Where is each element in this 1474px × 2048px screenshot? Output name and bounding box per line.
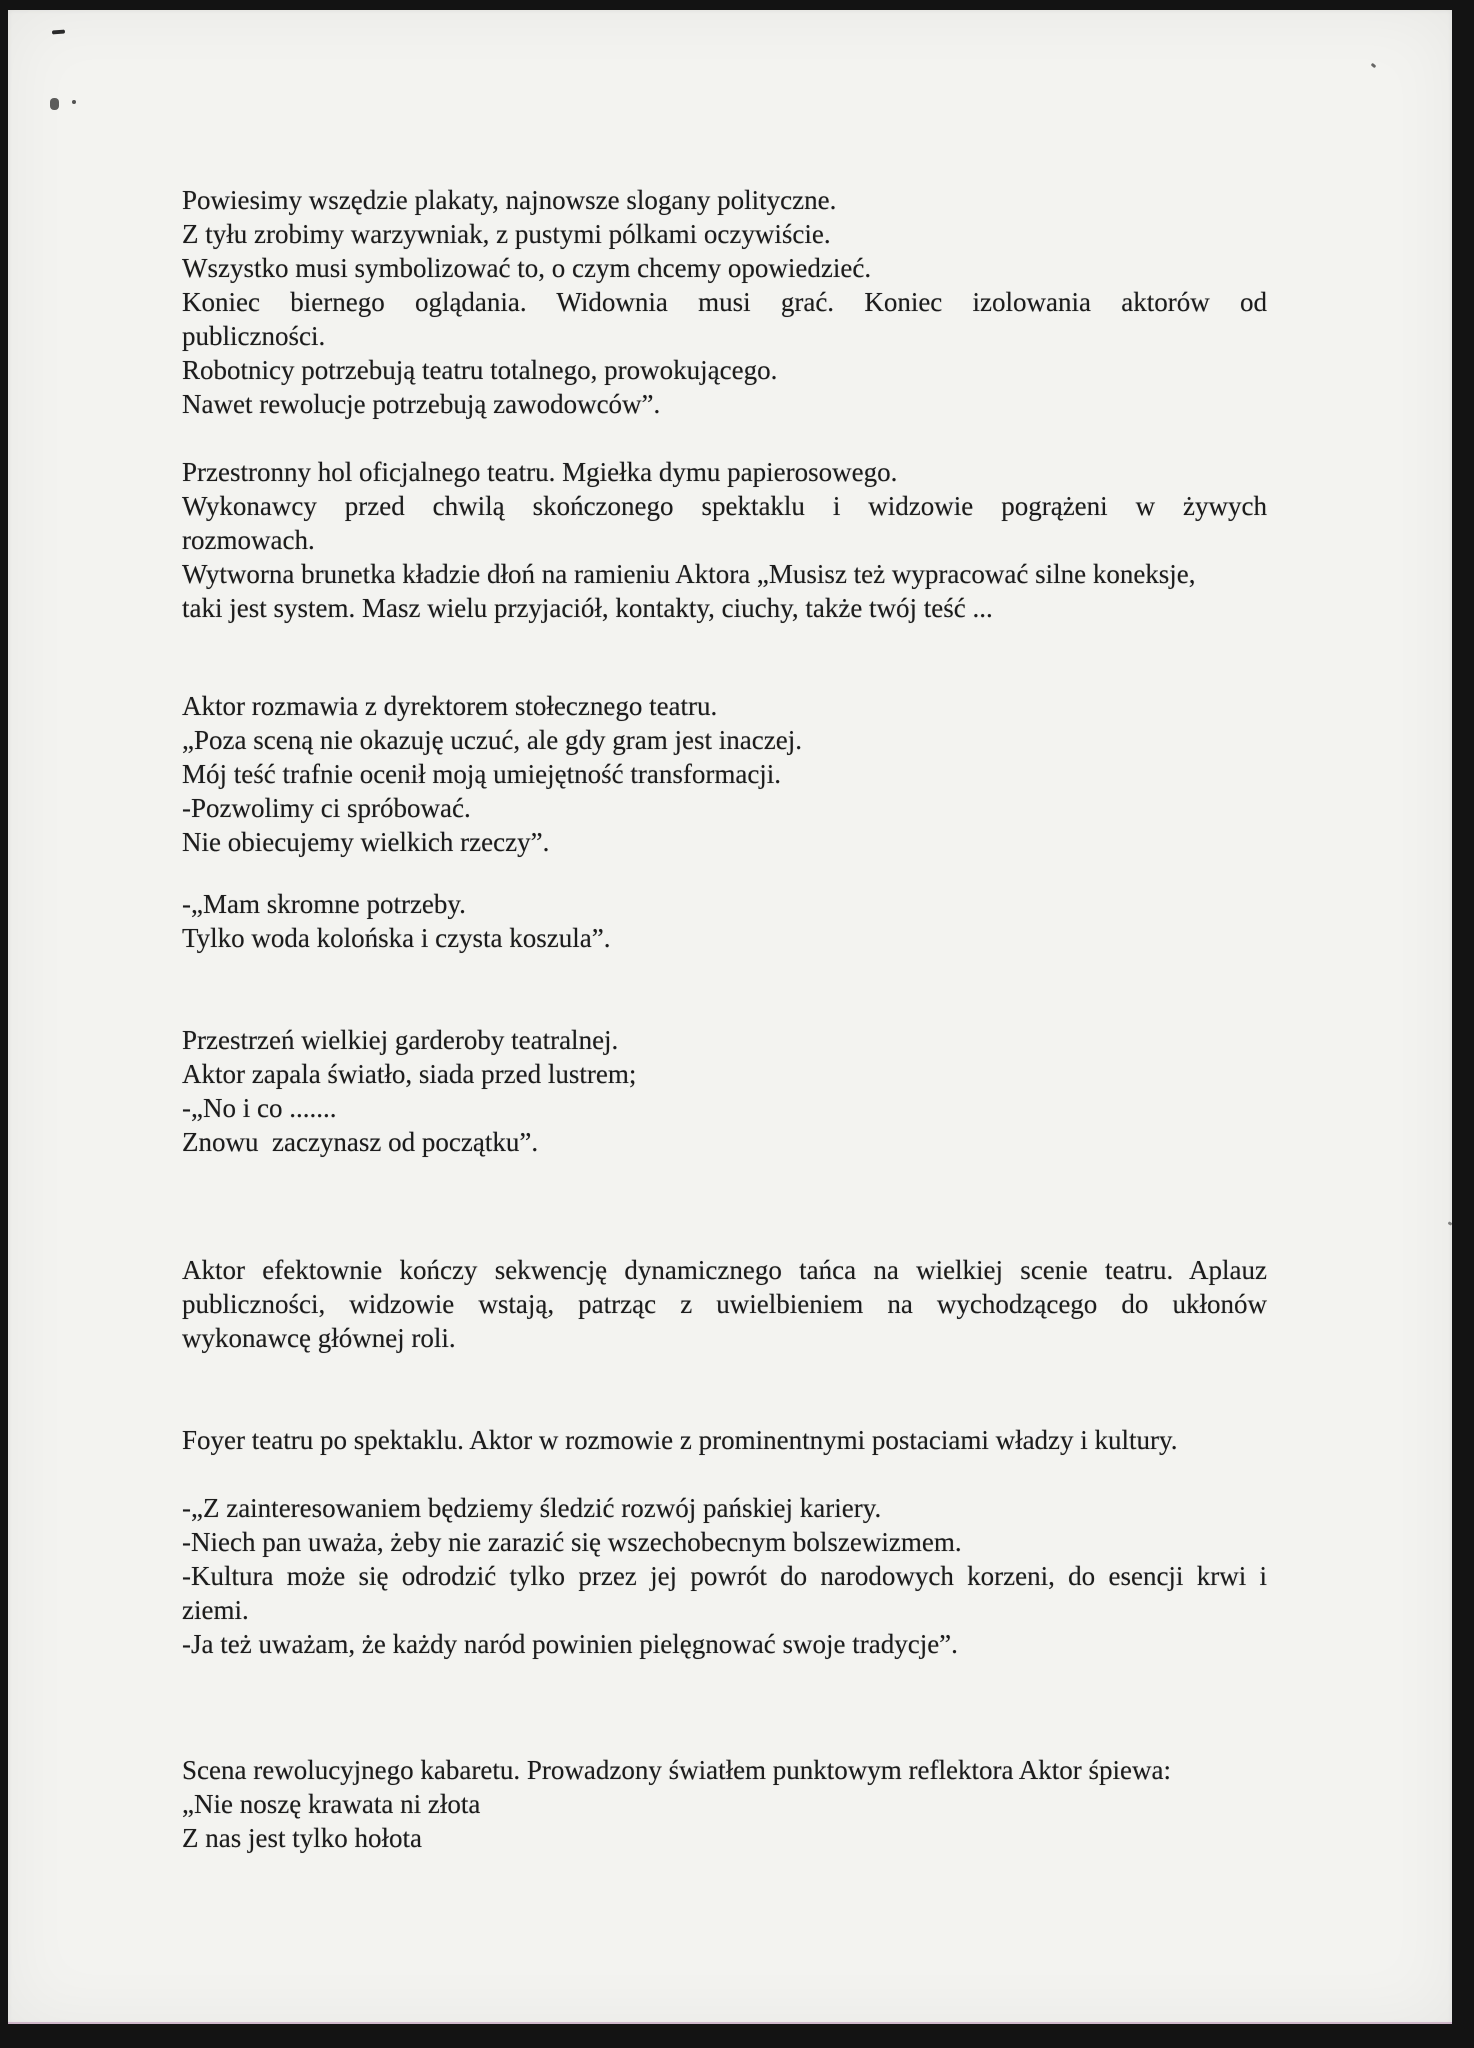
text-line: -„Z zainteresowaniem będziemy śledzić rozwój pańskiej kariery. bbox=[182, 1493, 882, 1523]
paragraph-3 bbox=[182, 689, 1267, 859]
text-line: -Kultura może się odrodzić tylko przez jej powrót do narodowych korzeni, do esencji krwi i bbox=[182, 1561, 1267, 1591]
text-line: Z nas jest tylko hołota bbox=[182, 1823, 422, 1853]
paragraph-5 bbox=[182, 1023, 1267, 1159]
text-line: Znowu zaczynasz od początku”. bbox=[182, 1127, 539, 1157]
text-line: Z tyłu zrobimy warzywniak, z pustymi pólkami oczywiście. bbox=[182, 219, 831, 249]
paragraph-8 bbox=[182, 1491, 1267, 1661]
text-line: „Nie noszę krawata ni złota bbox=[182, 1789, 481, 1819]
text-line: Scena rewolucyjnego kabaretu. Prowadzony światłem punktowym reflektora Aktor śpiewa: bbox=[182, 1755, 1171, 1785]
scan-artifact-dot bbox=[1371, 63, 1377, 69]
text-line: Aktor zapala światło, siada przed lustrem; bbox=[182, 1059, 637, 1089]
text-line: rozmowach. bbox=[182, 525, 315, 555]
scanned-paper-page bbox=[8, 10, 1452, 2024]
text-line: publiczności. bbox=[182, 321, 326, 351]
scan-artifact-dot bbox=[72, 100, 76, 104]
text-line: Nawet rewolucje potrzebują zawodowców”. bbox=[182, 389, 661, 419]
text-line: Przestrzeń wielkiej garderoby teatralnej. bbox=[182, 1025, 619, 1055]
text-line: wykonawcę głównej roli. bbox=[182, 1323, 456, 1353]
text-line: Mój teść trafnie ocenił moją umiejętność transformacji. bbox=[182, 759, 782, 789]
text-line: Nie obiecujemy wielkich rzeczy”. bbox=[182, 827, 550, 857]
text-line: Wytworna brunetka kładzie dłoń na ramieniu Aktora „Musisz też wypracować silne koneksje, bbox=[182, 559, 1196, 589]
paragraph-4 bbox=[182, 887, 1267, 955]
text-line: -„Mam skromne potrzeby. bbox=[182, 889, 466, 919]
paragraph-7 bbox=[182, 1423, 1267, 1457]
scan-artifact-dash bbox=[52, 30, 65, 35]
text-line: Aktor efektownie kończy sekwencję dynamicznego tańca na wielkiej scenie teatru. Aplauz bbox=[182, 1255, 1267, 1285]
text-line: ziemi. bbox=[182, 1595, 249, 1625]
text-line: Powiesimy wszędzie plakaty, najnowsze slogany polityczne. bbox=[182, 185, 837, 215]
text-line: Aktor rozmawia z dyrektorem stołecznego teatru. bbox=[182, 691, 718, 721]
text-line: taki jest system. Masz wielu przyjaciół, kontakty, ciuchy, także twój teść ... bbox=[182, 593, 993, 623]
paragraph-9 bbox=[182, 1753, 1267, 1855]
text-line: Foyer teatru po spektaklu. Aktor w rozmowie z prominentnymi postaciami władzy i kultury. bbox=[182, 1425, 1178, 1455]
text-line: -Pozwolimy ci spróbować. bbox=[182, 793, 471, 823]
text-line: Wykonawcy przed chwilą skończonego spektaklu i widzowie pogrążeni w żywych bbox=[182, 491, 1267, 521]
text-line: Przestronny hol oficjalnego teatru. Mgiełka dymu papierosowego. bbox=[182, 457, 898, 487]
text-line: -Ja też uważam, że każdy naród powinien pielęgnować swoje tradycje”. bbox=[182, 1629, 958, 1659]
text-line: -„No i co ....... bbox=[182, 1093, 337, 1123]
paragraph-6 bbox=[182, 1253, 1267, 1355]
text-line: Koniec biernego oglądania. Widownia musi grać. Koniec izolowania aktorów od bbox=[182, 287, 1267, 317]
document-text-block bbox=[182, 183, 1267, 1855]
paragraph-2 bbox=[182, 455, 1267, 625]
text-line: publiczności, widzowie wstają, patrząc z uwielbieniem na wychodzącego do ukłonów bbox=[182, 1289, 1267, 1319]
text-line: Tylko woda kolońska i czysta koszula”. bbox=[182, 923, 611, 953]
paragraph-1 bbox=[182, 183, 1267, 421]
scan-artifact-dot bbox=[1448, 1221, 1453, 1226]
text-line: Robotnicy potrzebują teatru totalnego, prowokującego. bbox=[182, 355, 778, 385]
text-line: „Poza sceną nie okazuję uczuć, ale gdy gram jest inaczej. bbox=[182, 725, 802, 755]
text-line: -Niech pan uważa, żeby nie zarazić się wszechobecnym bolszewizmem. bbox=[182, 1527, 962, 1557]
text-line: Wszystko musi symbolizować to, o czym chcemy opowiedzieć. bbox=[182, 253, 872, 283]
scan-artifact-smudge bbox=[50, 98, 59, 110]
